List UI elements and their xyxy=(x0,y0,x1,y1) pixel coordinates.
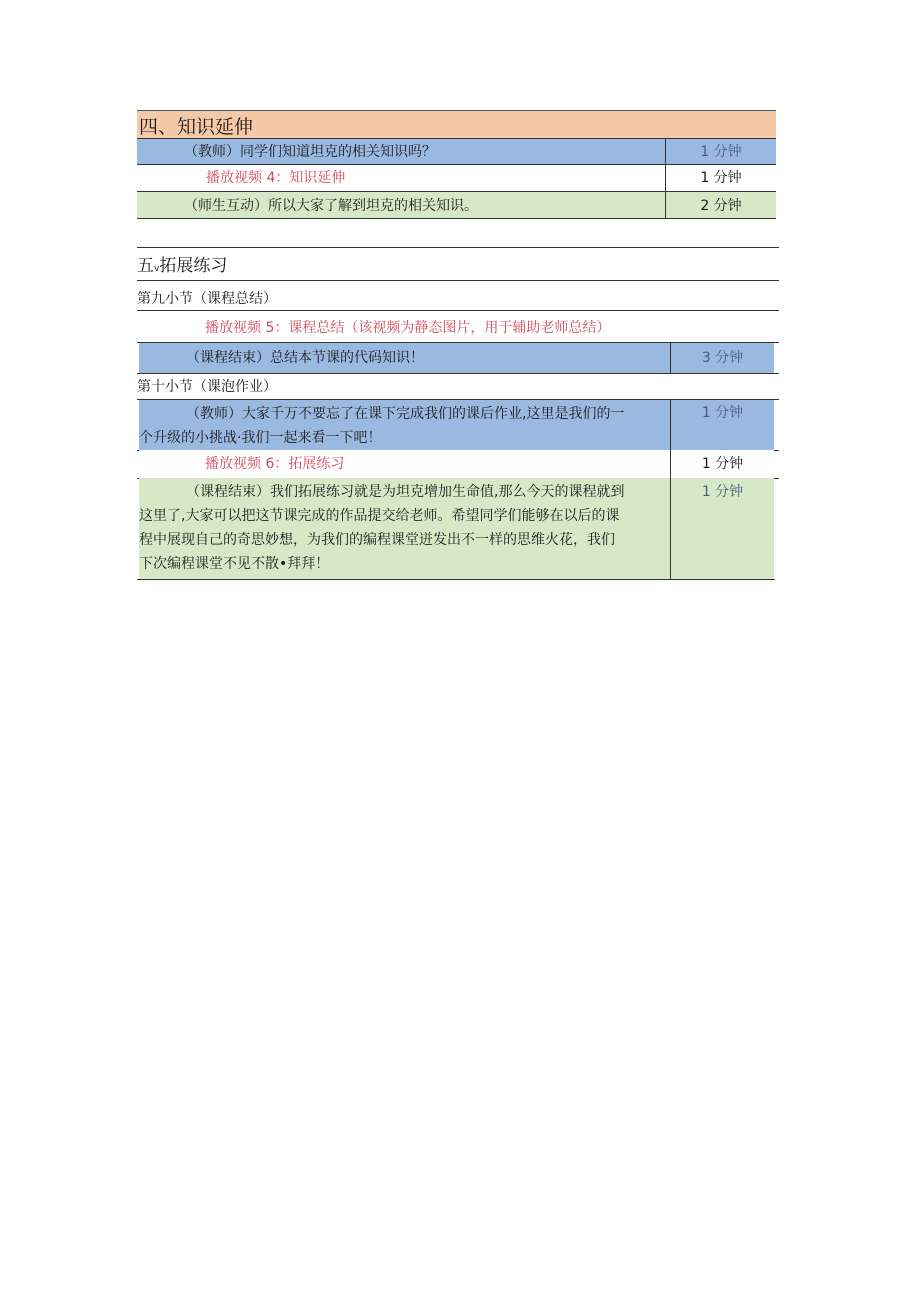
table-row xyxy=(139,478,774,579)
row-text: （师生互动）所以大家了解到坦克的相关知识。 xyxy=(137,192,666,218)
row-text: 播放视频 6：拓展练习 xyxy=(139,450,671,478)
subsection-9-title: 第九小节（课程总结） xyxy=(137,291,277,307)
divider xyxy=(137,280,779,281)
row-time: 1 分钟 xyxy=(666,165,776,191)
table-row xyxy=(137,164,776,191)
row-time: 1 分钟 xyxy=(671,478,774,579)
row-time: 2 分钟 xyxy=(666,192,776,218)
title-part-small: v xyxy=(154,264,160,274)
row-text: 播放视频 4：知识延伸 xyxy=(137,165,666,191)
title-part: 拓展练习 xyxy=(159,256,228,276)
row-time: 1 分钟 xyxy=(666,139,776,164)
text-line: 下次编程课堂不见不散•拜拜！ xyxy=(139,556,330,572)
row-text xyxy=(139,400,671,450)
divider xyxy=(137,310,779,311)
table-row xyxy=(139,400,774,450)
text-line: 程中展现自己的奇思妙想，为我们的编程课堂迸发出不一样的思维火花，我们 xyxy=(139,532,615,548)
section-4-title: 四、知识延伸 xyxy=(139,116,254,138)
text-line: （教师）大家千万不要忘了在课下完成我们的课后作业,这里是我们的一 xyxy=(186,406,625,422)
row-text: （课程结束）总结本节课的代码知识！ xyxy=(139,343,671,373)
title-part: 五 xyxy=(137,256,154,276)
row-text: （教师）同学们知道坦克的相关知识吗？ xyxy=(137,139,666,164)
table-row xyxy=(137,191,776,219)
section-4-header xyxy=(137,110,776,138)
table-row xyxy=(139,450,774,478)
divider xyxy=(137,373,779,374)
row-time: 3 分钟 xyxy=(671,343,774,373)
subsection-10-title: 第十小节（课泡作业） xyxy=(137,379,277,395)
text-line: 个升级的小挑战·我们一起来看一下吧！ xyxy=(139,430,382,446)
text-line: （课程结束）我们拓展练习就是为坦克增加生命值,那么今天的课程就到 xyxy=(186,484,625,500)
video-5-line: 播放视频 5：课程总结（该视频为静态图片，用于辅助老师总结） xyxy=(205,320,611,336)
row-time: 1 分钟 xyxy=(671,450,774,478)
table-row xyxy=(137,138,776,164)
text-line: 这里了,大家可以把这节课完成的作品提交给老师。希望同学们能够在以后的课 xyxy=(139,508,620,524)
row-text xyxy=(139,478,671,579)
divider xyxy=(137,579,775,580)
divider xyxy=(137,247,779,248)
row-time: 1 分钟 xyxy=(671,400,774,450)
table-row xyxy=(139,343,774,373)
section-5-title xyxy=(137,255,227,280)
